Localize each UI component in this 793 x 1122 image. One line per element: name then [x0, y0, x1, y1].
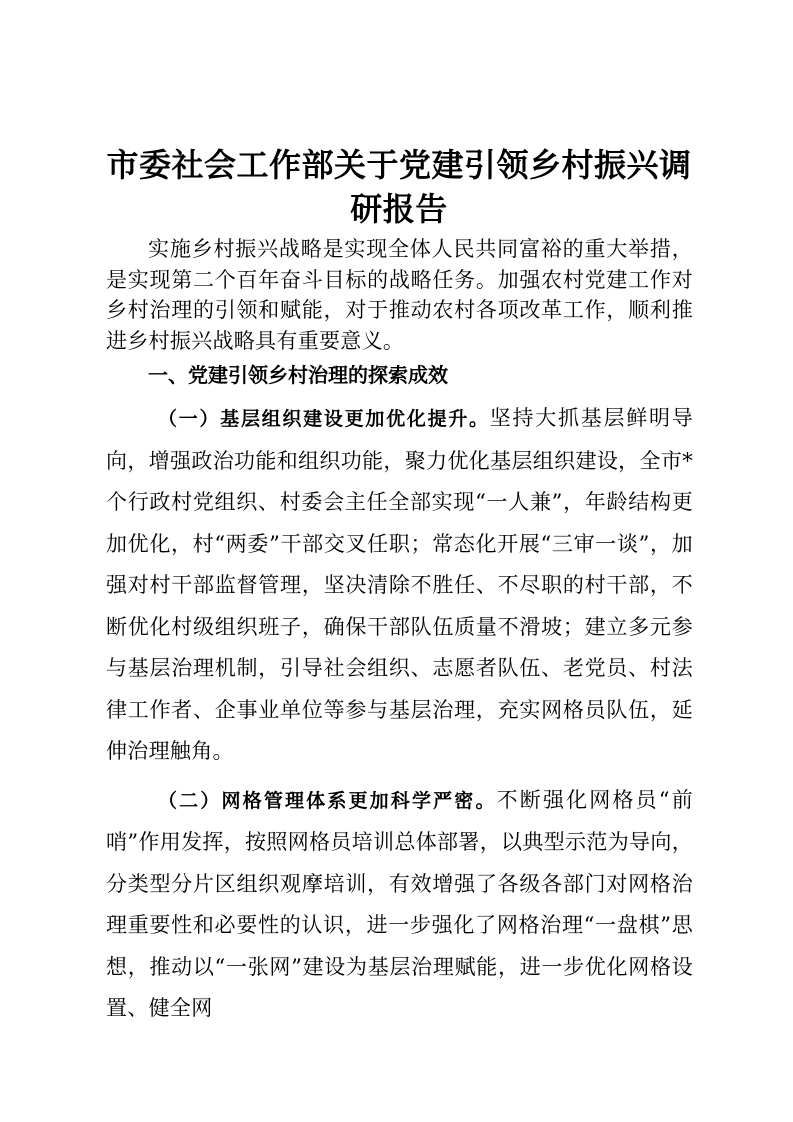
subsection-text-2: 不断强化网格员“前哨”作用发挥，按照网格员培训总体部署，以典型示范为导向，分类型分片区组织观摩培训，有效增强了各级各部门对网格治理重要性和必要性的认识，进一步强化了网格治理“一盘棋”思想，推动以“一张网”建设为基层治理赋能，进一步优化网格设置、健全网: [106, 787, 693, 1020]
subsection-lead-2: （二）网格管理体系更加科学严密。: [158, 789, 497, 812]
section-heading: 一、党建引领乡村治理的探索成效: [148, 363, 448, 387]
document-body: [106, 234, 693, 1030]
page-title: 市委社会工作部关于党建引领乡村振兴调研报告: [106, 146, 692, 228]
intro-paragraph: 实施乡村振兴战略是实现全体人民共同富裕的重大举措，是实现第二个百年奋斗目标的战略任务。加强农村党建工作对乡村治理的引领和赋能，对于推动农村各项改革工作，顺利推进乡村振兴战略具有重要意义。: [106, 237, 693, 353]
subsection-lead-1: （一）基层组织建设更加优化提升。: [158, 408, 490, 430]
subsection-text-1: 坚持大抓基层鲜明导向，增强政治功能和组织功能，聚力优化基层组织建设，全市*个行政村党组织、村委会主任全部实现“一人兼”，年龄结构更加优化，村“两委”干部交叉任职；常态化开展“三审一谈”，加强对村干部监督管理，坚决清除不胜任、不尽职的村干部，不断优化村级组织班子，确保干部队伍质量不滑坡；建立多元参与基层治理机制，引导社会组织、志愿者队伍、老党员、村法律工作者、企事业单位等参与基层治理，充实网格员队伍，延伸治理触角。: [106, 406, 693, 763]
subsection-paragraph-1: [106, 398, 693, 773]
subsection-paragraph-2: [106, 780, 693, 1030]
